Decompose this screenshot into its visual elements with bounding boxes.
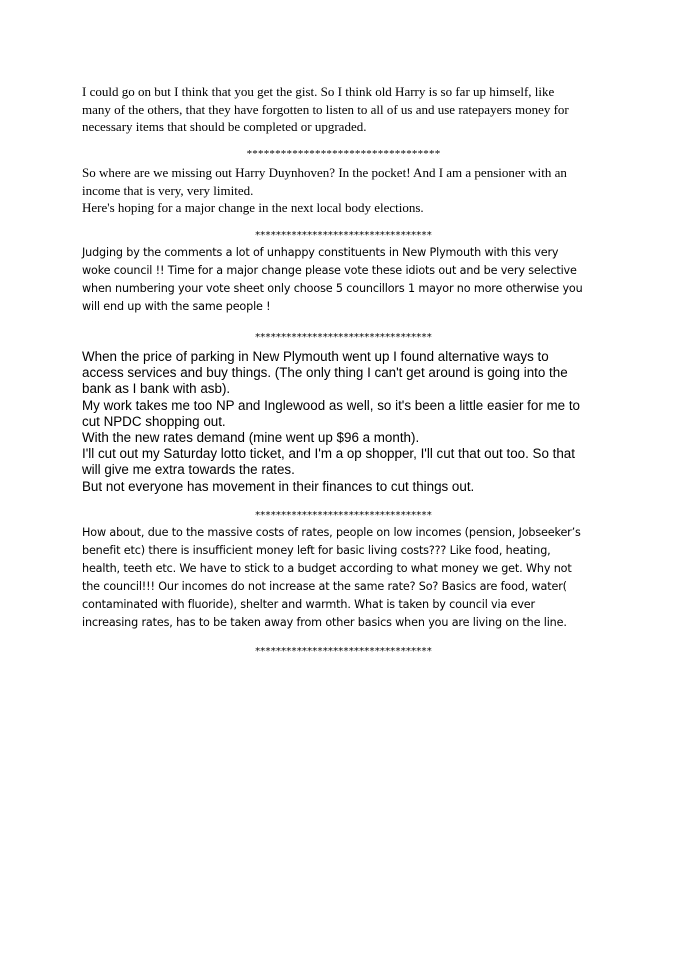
comment-line: I could go on but I think that you get the gist. So I think old Harry is so far up himself, like [82,84,555,99]
comment-line: I'll cut out my Saturday lotto ticket, and I'm a op shopper, I'll cut that out too. So that [82,446,575,462]
comment-line: increasing rates, has to be taken away from other basics when you are living on the line. [82,616,567,629]
comment-line: access services and buy things. (The only thing I can't get around is going into the [82,365,568,381]
comment-block-2 [82,164,602,217]
separator: ********************************** [255,332,432,343]
comment-line: when numbering your vote sheet only choose 5 councillors 1 mayor no more otherwise you [82,282,583,295]
comment-line: woke council !! Time for a major change please vote these idiots out and be very selective [82,264,577,277]
comment-line: Judging by the comments a lot of unhappy constituents in New Plymouth with this very [82,246,559,259]
separator: ********************************** [255,230,432,241]
comment-line: income that is very, very limited. [82,182,254,198]
comment-line: My work takes me too NP and Inglewood as well, so it's been a little easier for me to [82,397,580,413]
comment-block-4 [82,349,602,495]
separator: ********************************** [255,510,432,521]
comment-line: benefit etc) there is insufficient money left for basic living costs??? Like food, heating, [82,544,551,557]
comment-line: many of the others, that they have forgotten to listen to all of us and use ratepayers money for [82,101,569,117]
comment-line: Here's hoping for a major change in the next local body elections. [82,200,424,215]
comment-line: contaminated with fluoride), shelter and warmth. What is taken by council via ever [82,598,535,611]
comment-line: So where are we missing out Harry Duynhoven? In the pocket! And I am a pensioner with an [82,165,567,180]
comment-block-1 [82,83,602,136]
comment-line: But not everyone has movement in their finances to cut things out. [82,478,475,494]
comment-block-5 [82,524,602,632]
comment-line: How about, due to the massive costs of rates, people on low incomes (pension, Jobseeker’s [82,526,581,539]
comment-line: When the price of parking in New Plymouth went up I found alternative ways to [82,349,549,364]
comment-line: With the new rates demand (mine went up $96 a month). [82,430,420,446]
comment-block-3 [82,244,602,316]
comment-line: will give me extra towards the rates. [82,462,295,478]
comment-line: cut NPDC shopping out. [82,413,226,429]
separator: ********************************** [255,646,432,657]
comment-line: necessary items that should be completed or upgraded. [82,119,367,134]
separator: ********************************** [246,148,441,160]
comment-line: will end up with the same people ! [82,300,271,313]
comment-line: health, teeth etc. We have to stick to a budget according to what money we get. Why not [82,562,572,575]
comment-line: bank as I bank with asb). [82,381,231,397]
comment-line: the council!!! Our incomes do not increase at the same rate? So? Basics are food, water( [82,580,567,593]
